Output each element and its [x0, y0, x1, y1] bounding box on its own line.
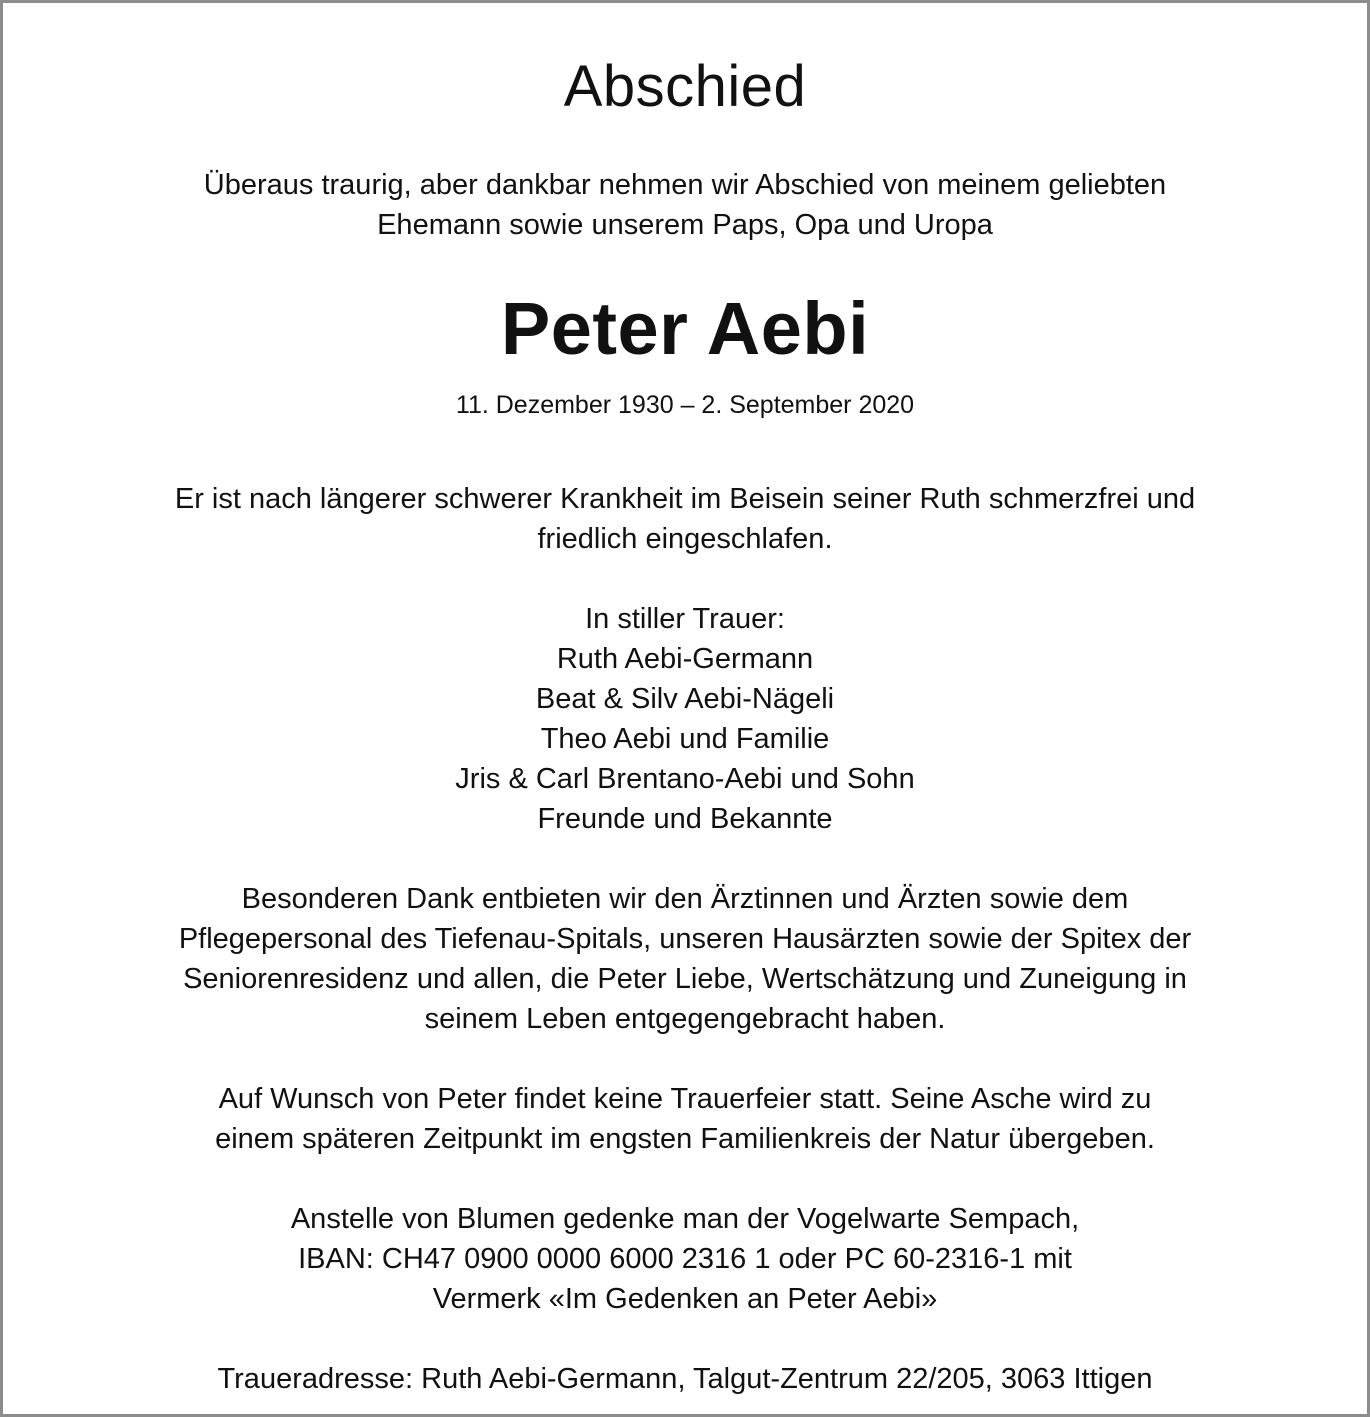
mourner-name: Theo Aebi und Familie — [540, 723, 830, 755]
thanks-line: Besonderen Dank entbieten wir den Ärztinnen und Ärzten sowie dem — [241, 883, 1129, 915]
mourner-name: Beat & Silv Aebi-Nägeli — [535, 683, 835, 715]
ceremony-line: Auf Wunsch von Peter findet keine Trauerfeier statt. Seine Asche wird zu — [218, 1083, 1152, 1115]
ceremony-line: einem späteren Zeitpunkt im engsten Familienkreis der Natur übergeben. — [215, 1123, 1155, 1155]
mourning-address: Traueradresse: Ruth Aebi-Germann, Talgut-Zentrum 22/205, 3063 Ittigen — [217, 1363, 1153, 1395]
notice-heading: Abschied — [563, 54, 807, 119]
thanks-line: seinem Leben entgegengebracht haben. — [424, 1003, 946, 1035]
intro-line: Ehemann sowie unserem Paps, Opa und Uropa — [377, 209, 993, 241]
donation-line: Anstelle von Blumen gedenke man der Vogelwarte Sempach, — [290, 1203, 1080, 1235]
deceased-name: Peter Aebi — [500, 287, 870, 370]
mourner-name: Jris & Carl Brentano-Aebi und Sohn — [455, 763, 915, 795]
mourner-name: Ruth Aebi-Germann — [556, 643, 814, 675]
thanks-line: Seniorenresidenz und allen, die Peter Liebe, Wertschätzung und Zuneigung in — [183, 963, 1187, 995]
life-dates: 11. Dezember 1930 – 2. September 2020 — [455, 391, 915, 419]
thanks-line: Pflegepersonal des Tiefenau-Spitals, unseren Hausärzten sowie der Spitex der — [178, 923, 1192, 955]
mourners-heading: In stiller Trauer: — [585, 603, 785, 635]
donation-line: Vermerk «Im Gedenken an Peter Aebi» — [432, 1283, 938, 1315]
donation-line: IBAN: CH47 0900 0000 6000 2316 1 oder PC 60-2316-1 mit — [298, 1243, 1072, 1275]
passing-line: Er ist nach längerer schwerer Krankheit im Beisein seiner Ruth schmerzfrei und — [174, 483, 1196, 515]
intro-line: Überaus traurig, aber dankbar nehmen wir Abschied von meinem geliebten — [203, 169, 1167, 201]
mourner-name: Freunde und Bekannte — [537, 803, 833, 835]
passing-line: friedlich eingeschlafen. — [537, 523, 833, 555]
